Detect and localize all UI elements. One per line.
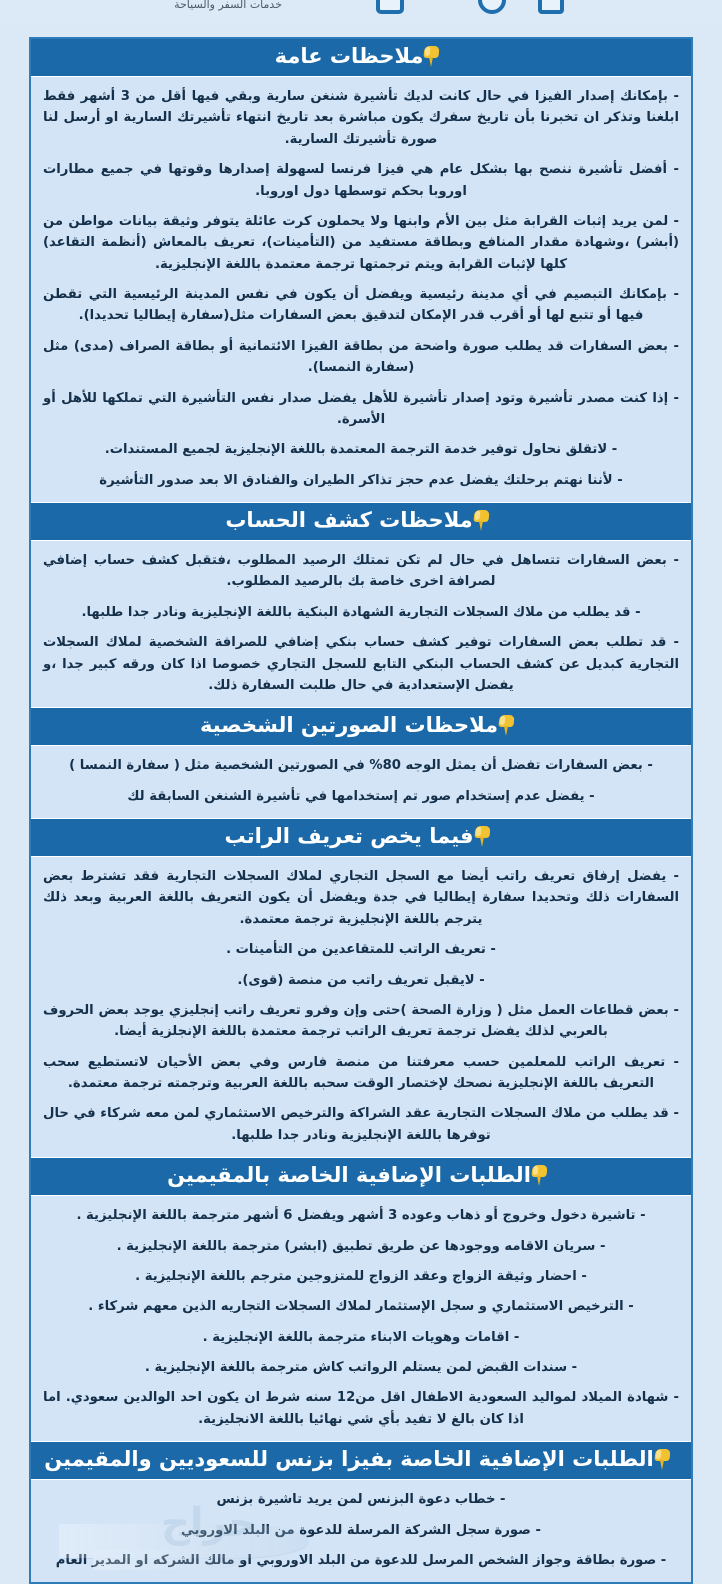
note-item: - بعض السفارات قد يطلب صورة واضحة من بطاقة الفيزا الائتمانية أو بطاقة الصراف (مدى) مثل (سفارة النمسا). [43, 338, 679, 376]
note-item: - لاتقلق نحاول توفير خدمة الترجمة المعتمدة باللغة الإنجليزية لجميع المستندات. [104, 442, 618, 458]
note-item: - صورة سجل الشركة المرسلة للدعوة من البلد الاوروبي [181, 1522, 541, 1538]
note-item: - اقامات وهويات الابناء مترجمة باللغة الإنجليزية . [202, 1329, 520, 1345]
note-item: - قد تطلب بعض السفارات توفير كشف حساب بنكي إضافي للصرافة الشخصية لملاك السجلات التجارية كبديل عن كشف الحساب البنكي التابع للسجل التجاري خصوصا اذا كان ورقه كبير جدا ،و يفضل الإستعدادية في حال طلبت السفارة ذلك. [43, 635, 679, 693]
note-item: - بإمكانك التبصيم في أي مدينة رئيسية ويفضل أن يكون في نفس المدينة الرئيسية التي تقطن فيها أو تتبع لها أو أقرب قدر الإمكان لتدقيق بعض السفارات مثل(سفارة إيطاليا تحديدا). [43, 287, 679, 324]
note-item: - بعض قطاعات العمل مثل ( وزارة الصحة )حتى وإن وفرو تعريف راتب إنجليزي يوجد بعض الحروف بالعربي لذلك يفضل ترجمة تعريف الراتب ترجمة معتمدة باللغة الإنجلزية أيضا. [43, 1002, 679, 1040]
section-header-business-visa-extra-requirements [31, 1441, 691, 1480]
logo-box-shape [538, 0, 564, 14]
pushpin-icon [423, 46, 440, 67]
logo-dot-shape [376, 0, 404, 14]
section-title: الطلبات الإضافية الخاصة بفيزا بزنس للسعوديين والمقيمين [44, 1447, 654, 1472]
brand-header [0, 0, 722, 26]
section-body-business-visa-extra-requirements [31, 1480, 691, 1582]
note-item: - خطاب دعوة البزنس لمن يريد تاشيرة بزنس [216, 1492, 506, 1508]
section-header-bank-statement-notes [31, 502, 691, 541]
note-item: - إذا كنت مصدر تأشيرة وتود إصدار تأشيرة للأهل يفضل صدار نفس التأشيرة التي تملكها للأهل أو الأسرة. [43, 390, 679, 427]
note-item: - لمن يريد إثبات القرابة مثل بين الأم وابنها ولا يحملون كرت عائلة يتوفر وثيقة بيانات مواطن من (أبشر) ،وشهادة مقدار المنافع وبطاقة مستفيد من (التأمينات)، تعريف بالمعاش (أنظمة التقاعد) كلها لإثبات القرابة ويتم ترجمتها ترجمة معتمدة باللغة الإنجليزية. [43, 213, 679, 272]
note-item: - قد يطلب من ملاك السجلات التجارية عقد الشراكة والترخيص الاستثماري لمن معه شركاء في حال توفرها باللغة الإنجليزية ونادر جدا طلبها. [43, 1106, 679, 1143]
pushpin-icon [473, 510, 490, 531]
pushpin-icon [474, 826, 491, 847]
note-item: - أفضل تأشيرة ننصح بها بشكل عام هي فيزا فرنسا لسهولة إصدارها وقوتها في جميع مطارات اوروبا بحكم توسطها دول اوروبا. [43, 162, 679, 199]
note-item: - لأننا نهتم برحلتك يفضل عدم حجز تذاكر الطيران والفنادق الا بعد صدور التأشيرة [99, 472, 623, 488]
section-title: ملاحظات عامة [274, 44, 424, 68]
pushpin-icon [498, 715, 515, 736]
section-body-general-notes [31, 77, 691, 502]
pushpin-icon [531, 1165, 548, 1186]
note-item: - تعريف الراتب للمتقاعدين من التأمينات . [226, 942, 496, 958]
note-item: - صورة بطاقة وجواز الشخص المرسل للدعوة من البلد الاوروبي او مالك الشركه او المدير العام [55, 1552, 667, 1568]
section-header-general-notes [31, 39, 691, 77]
section-body-personal-photos-notes [31, 746, 691, 818]
note-item: - لايقبل تعريف راتب من منصة (قوى). [237, 972, 485, 988]
travel-logo-icon [242, 0, 572, 12]
section-title: ملاحظات كشف الحساب [225, 508, 473, 532]
section-header-residents-extra-requirements [31, 1157, 691, 1196]
note-item: - سريان الاقامه ووجودها عن طريق تطبيق (ابشر) مترجمة باللغة الإنجليزية . [116, 1238, 606, 1254]
note-item: - قد يطلب من ملاك السجلات التجارية الشهادة البنكية باللغة الإنجليزية ونادر جدا طلبها. [81, 604, 641, 620]
section-body-residents-extra-requirements [31, 1196, 691, 1441]
watermark-text: حراج [161, 1500, 258, 1547]
note-item: - سندات القبض لمن يستلم الرواتب كاش مترجمة باللغة الإنجليزية . [144, 1360, 578, 1375]
notes-panel [29, 37, 693, 1584]
note-item: - تعريف الراتب للمعلمين حسب معرفتنا من منصة فارس وفي بعض الأحيان لاتستطيع سحب التعريف باللغة الإنجليزية نصحك لإختصار الوقت سحبه باللغة العربية وترجمته ترجمة معتمدة. [43, 1054, 679, 1091]
pushpin-icon [654, 1449, 671, 1470]
section-header-salary-certificate-notes [31, 818, 691, 857]
brand-tagline: خدمات السفر والسياحة [174, 0, 282, 11]
note-item: - يفضل عدم إستخدام صور تم إستخدامها في تأشيرة الشنغن السابقة لك [127, 788, 595, 804]
note-item: - احضار وثيقة الزواج وعقد الزواج للمتزوجين مترجم باللغة الإنجليزية . [135, 1268, 587, 1284]
note-item: - بإمكانك إصدار الفيزا في حال كانت لديك تأشيرة شنغن سارية وبقي فيها أقل من 3 أشهر فقط ابلغنا وتذكر ان تخبرنا بأن تاريخ سفرك يكون مباشرة بعد تاريخ انتهاء تأشيرتك السارية او أرسل لنا صورة تأشيرتك السارية. [43, 89, 679, 147]
logo-dot-shape [478, 0, 506, 14]
section-header-personal-photos-notes [31, 707, 691, 746]
note-item: - بعض السفارات تتساهل في حال لم تكن تمتلك الرصيد المطلوب ،فتقبل كشف حساب إضافي لصرافة اخرى خاصة بك بالرصيد المطلوب. [43, 553, 679, 590]
section-title: ملاحظات الصورتين الشخصية [199, 713, 499, 738]
note-item: - يفضل إرفاق تعريف راتب أيضا مع السجل التجاري لملاك السجلات التجارية فقد تشترط بعض السفارات ذلك وتحديدا سفارة إيطاليا في جدة ويفضل أن يكون التعريف باللغة العربية وبعد ذلك يترجم باللغة الإنجليزية ترجمة معتمدة. [43, 869, 679, 927]
section-body-bank-statement-notes [31, 541, 691, 707]
note-item: - شهادة الميلاد لمواليد السعودية الاطفال اقل من12 سنه شرط ان يكون احد الوالدين سعودي. اما اذا كان بالغ لا تفيد بأي شي نهائيا باللغة الانجليزية. [43, 1390, 679, 1427]
note-item: - تاشيرة دخول وخروج أو ذهاب وعوده 3 أشهر ويفضل 6 أشهر مترجمة باللغة الإنجليزية . [76, 1208, 646, 1224]
note-item: - الترخيص الاستثماري و سجل الإستثمار لملاك السجلات التجاريه الذين معهم شركاء . [88, 1299, 634, 1315]
section-title: فيما يخص تعريف الراتب [224, 824, 474, 848]
note-item: - بعض السفارات تفضل أن يمثل الوجه 80% في الصورتين الشخصية مثل ( سفارة النمسا ) [69, 758, 653, 774]
section-body-salary-certificate-notes [31, 857, 691, 1157]
section-title: الطلبات الإضافية الخاصة بالمقيمين [167, 1163, 531, 1188]
